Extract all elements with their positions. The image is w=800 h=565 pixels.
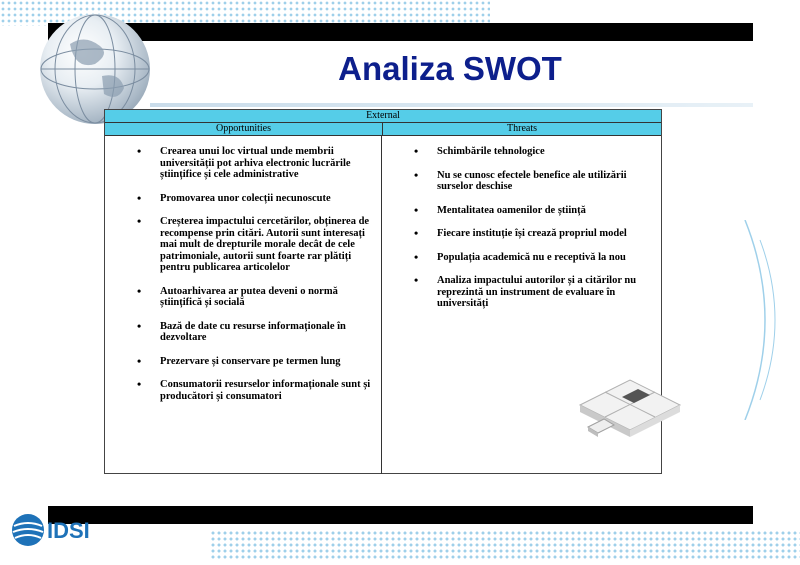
threat-item: • Schimbările tehnologice	[382, 146, 655, 158]
decorative-pixel-band-bottom	[210, 530, 800, 560]
opportunity-item: • Prezervare și conservare pe termen lung	[105, 356, 375, 368]
opportunity-item: • Promovarea unor colecții necunoscute	[105, 193, 375, 205]
threat-item: • Mentalitatea oamenilor de știință	[382, 205, 655, 217]
idsi-logo-text: IDSI	[47, 518, 90, 543]
opportunities-column	[105, 136, 382, 474]
slide-title: Analiza SWOT	[338, 50, 562, 87]
opportunity-item: • Creșterea impactului cercetărilor, obținerea de recompense prin citări. Autorii sunt interesați mai mult de drepturile morale decât de cele patrimoniale, autorii sunt foarte rar plătiți pentru publicarea articolelor	[105, 216, 375, 274]
bottom-black-bar	[48, 506, 753, 524]
threat-item: • Populația academică nu e receptivă la nou	[382, 252, 655, 264]
title-underline	[150, 103, 753, 107]
opportunity-item: • Bază de date cu resurse informaționale în dezvoltare	[105, 321, 375, 344]
decorative-arc	[740, 220, 790, 420]
puzzle-image	[570, 375, 685, 450]
top-black-bar	[48, 23, 753, 41]
threat-item: • Fiecare instituție își crează propriul model	[382, 228, 655, 240]
opportunity-item: • Crearea unui loc virtual unde membrii universității pot arhiva electronic lucrările științifice și cele administrative	[105, 146, 375, 181]
threat-item: • Analiza impactului autorilor și a citărilor nu reprezintă un instrument de evaluare în universități	[382, 275, 655, 310]
table-header-external: External	[105, 110, 661, 123]
opportunity-item: • Consumatorii resurselor informaționale sunt și producători și consumatori	[105, 379, 375, 402]
idsi-logo	[10, 510, 110, 550]
threat-item: • Nu se cunosc efectele benefice ale utilizării surselor deschise	[382, 170, 655, 193]
column-header-threats: Threats	[507, 123, 537, 134]
table-column-headers	[105, 123, 661, 136]
opportunity-item: • Autoarhivarea ar putea deveni o normă științifică și socială	[105, 286, 375, 309]
idsi-logo-icon	[10, 510, 46, 550]
globe-image	[40, 14, 150, 124]
column-header-opportunities: Opportunities	[105, 123, 383, 135]
